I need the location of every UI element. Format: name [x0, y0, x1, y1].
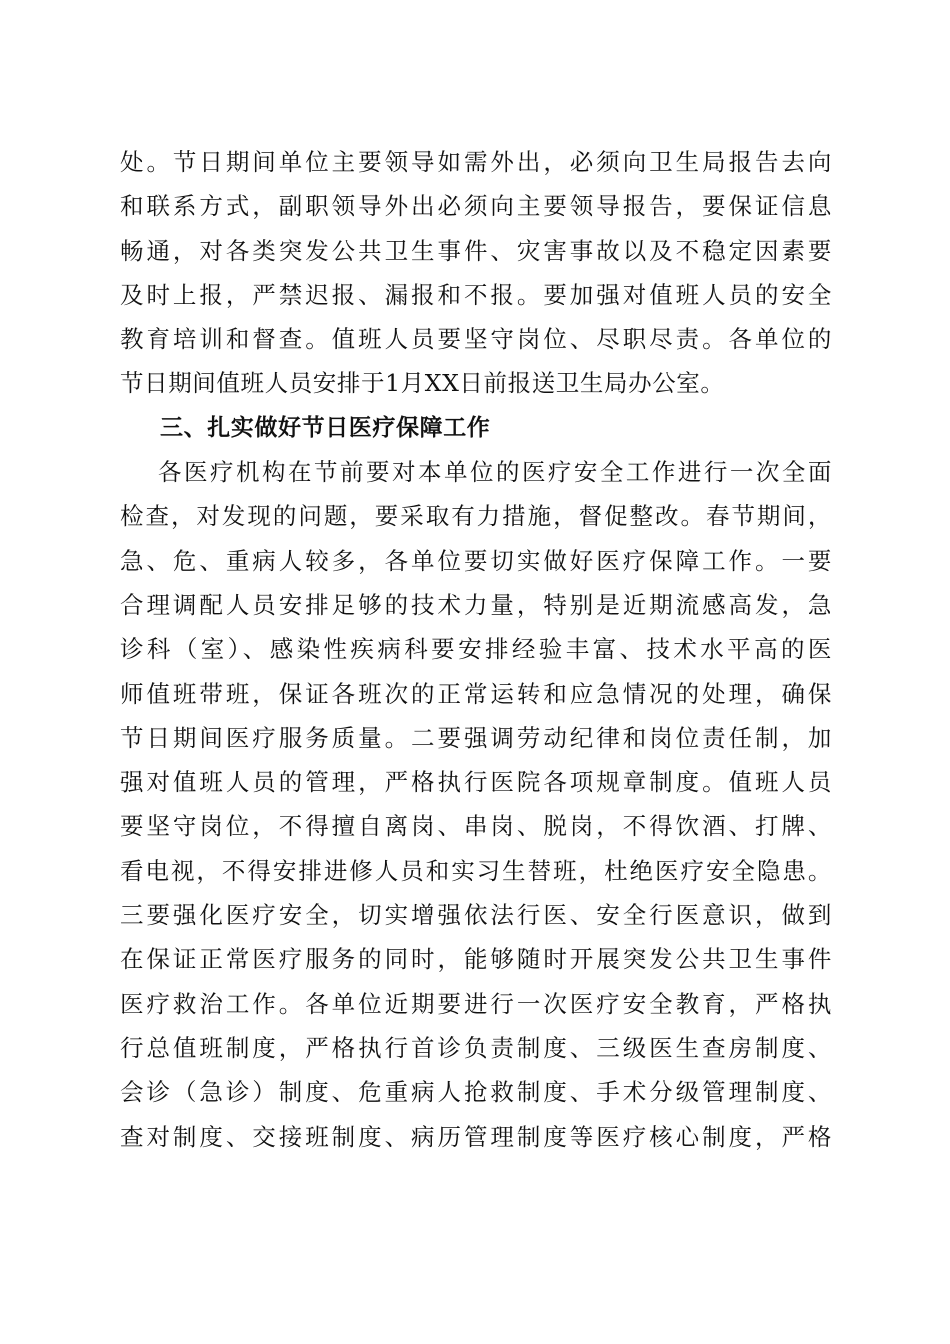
paragraph-line: 要坚守岗位，不得擅自离岗、串岗、脱岗，不得饮酒、打牌、	[120, 812, 832, 841]
paragraph-line: 三要强化医疗安全，切实增强依法行医、安全行医意识，做到	[120, 901, 832, 930]
paragraph-line: 处。节日期间单位主要领导如需外出，必须向卫生局报告去向	[120, 148, 832, 176]
paragraph-line: 诊科（室）、感染性疾病科要安排经验丰富、技术水平高的医	[120, 635, 832, 664]
paragraph-line: 查对制度、交接班制度、病历管理制度等医疗核心制度，严格	[120, 1122, 832, 1151]
paragraph-line: 在保证正常医疗服务的同时，能够随时开展突发公共卫生事件	[120, 945, 832, 974]
paragraph-line: 各医疗机构在节前要对本单位的医疗安全工作进行一次全面	[158, 458, 832, 487]
paragraph-line: 会诊（急诊）制度、危重病人抢救制度、手术分级管理制度、	[120, 1078, 832, 1107]
paragraph-line: 及时上报，严禁迟报、漏报和不报。要加强对值班人员的安全	[120, 280, 832, 309]
paragraph-line: 急、危、重病人较多，各单位要切实做好医疗保障工作。一要	[120, 546, 832, 575]
paragraph-line: 节日期间值班人员安排于1月XX日前报送卫生局办公室。	[120, 369, 725, 398]
paragraph-line: 教育培训和督查。值班人员要坚守岗位、尽职尽责。各单位的	[120, 325, 832, 354]
paragraph-line: 行总值班制度，严格执行首诊负责制度、三级医生查房制度、	[120, 1033, 832, 1062]
paragraph-line: 师值班带班，保证各班次的正常运转和应急情况的处理，确保	[120, 679, 832, 708]
paragraph-line: 看电视，不得安排进修人员和实习生替班，杜绝医疗安全隐患。	[120, 856, 832, 885]
paragraph-line: 和联系方式，副职领导外出必须向主要领导报告，要保证信息	[120, 192, 832, 221]
paragraph-line: 强对值班人员的管理，严格执行医院各项规章制度。值班人员	[120, 768, 832, 797]
paragraph-line: 检查，对发现的问题，要采取有力措施，督促整改。春节期间，	[120, 502, 832, 531]
paragraph-line: 合理调配人员安排足够的技术力量，特别是近期流感高发，急	[120, 590, 832, 619]
section-heading: 三、扎实做好节日医疗保障工作	[160, 414, 491, 441]
paragraph-line: 节日期间医疗服务质量。二要强调劳动纪律和岗位责任制，加	[120, 723, 832, 752]
paragraph-line: 医疗救治工作。各单位近期要进行一次医疗安全教育，严格执	[120, 989, 832, 1018]
document-body	[120, 140, 832, 1159]
paragraph-line: 畅通，对各类突发公共卫生事件、灾害事故以及不稳定因素要	[120, 236, 832, 265]
